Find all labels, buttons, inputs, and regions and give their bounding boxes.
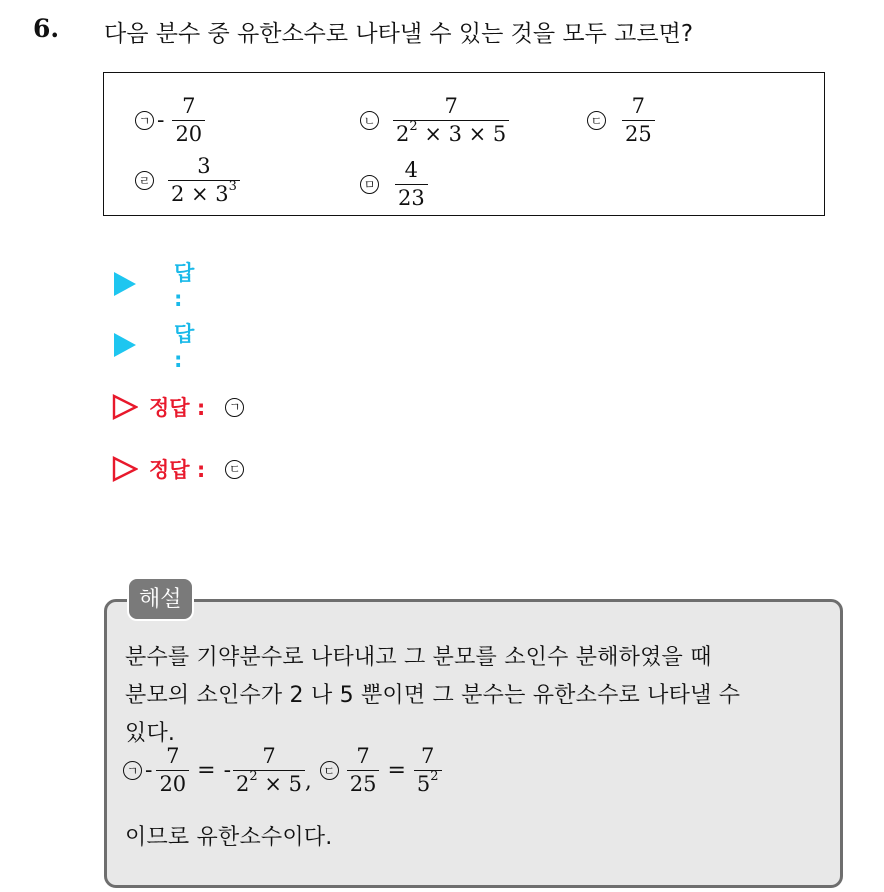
answer-row-2	[114, 322, 195, 372]
numerator: 7	[262, 744, 276, 768]
fraction	[233, 746, 305, 795]
denominator	[233, 770, 305, 795]
fraction	[414, 746, 442, 795]
denominator: 23	[395, 184, 428, 209]
numerator: 7	[182, 94, 196, 118]
outline-arrow-icon	[112, 456, 138, 482]
explanation-line-1: 분수를 기약분수로 나타내고 그 분모를 소인수 분해하였을 때	[125, 645, 712, 670]
choice-marker: ㅁ	[360, 175, 379, 194]
play-arrow-icon	[114, 333, 136, 357]
fraction	[168, 156, 240, 205]
denominator: 25	[622, 120, 655, 145]
correct-label: 정답 :	[149, 458, 206, 482]
question-number: 6.	[33, 14, 60, 43]
explanation-tag: 해설	[127, 577, 194, 621]
choice-b[interactable]	[360, 96, 509, 145]
outline-arrow-icon	[112, 394, 138, 420]
fraction	[622, 96, 655, 145]
den-exponent: 2	[409, 119, 418, 134]
minus-sign: -	[157, 108, 165, 133]
numerator: 7	[421, 744, 435, 768]
answer-label: 답 :	[174, 322, 195, 372]
correct-answer-value: ㄱ	[225, 398, 244, 417]
equals-sign: =	[197, 758, 216, 783]
den-rest: × 5	[264, 772, 303, 796]
fraction	[393, 96, 509, 145]
den-base: 2	[396, 122, 410, 146]
question-text: 다음 분수 중 유한소수로 나타낼 수 있는 것을 모두 고르면?	[104, 21, 694, 47]
choice-marker: ㄷ	[320, 761, 339, 780]
denominator: 25	[347, 770, 380, 795]
fraction	[156, 746, 189, 795]
choice-marker: ㄹ	[135, 171, 154, 190]
explanation-line-2: 분모의 소인수가 2 나 5 뿐이면 그 분수는 유한소수로 나타낼 수	[125, 683, 741, 708]
minus-sign: -	[223, 758, 232, 783]
choice-marker: ㄱ	[135, 111, 154, 130]
fraction	[172, 96, 205, 145]
den-base: 5	[416, 772, 431, 796]
den-rest: × 3 × 5	[424, 122, 507, 146]
den-exponent: 3	[228, 179, 237, 194]
correct-answer-value: ㄷ	[225, 460, 244, 479]
correct-label: 정답 :	[149, 396, 206, 420]
correct-answer-row-2	[112, 454, 244, 484]
choice-c[interactable]	[587, 96, 655, 145]
denominator: 20	[172, 120, 205, 145]
numerator: 7	[631, 94, 646, 118]
choice-marker: ㄱ	[123, 761, 142, 780]
choice-marker: ㄴ	[360, 111, 379, 130]
play-arrow-icon	[114, 272, 136, 296]
den-exponent: 2	[430, 769, 439, 784]
numerator: 4	[404, 158, 419, 182]
numerator: 3	[197, 154, 211, 178]
answer-label: 답 :	[174, 261, 195, 311]
numerator: 7	[356, 744, 370, 768]
denominator	[393, 120, 509, 145]
denominator: 20	[156, 770, 189, 795]
explanation-equation	[123, 746, 442, 795]
choice-a[interactable]	[135, 96, 205, 145]
den-pre: 2 × 3	[171, 182, 229, 206]
fraction	[395, 160, 428, 209]
choice-e[interactable]	[360, 160, 428, 209]
den-exponent: 2	[249, 769, 258, 784]
minus-sign: -	[145, 758, 153, 783]
choice-d[interactable]	[135, 156, 240, 205]
choice-marker: ㄷ	[587, 111, 606, 130]
explanation-conclusion: 이므로 유한소수이다.	[125, 825, 333, 850]
numerator: 7	[166, 744, 180, 768]
comma: ,	[305, 769, 312, 793]
den-base: 2	[236, 772, 250, 796]
numerator: 7	[444, 94, 458, 118]
answer-row-1	[114, 261, 195, 311]
denominator	[168, 180, 240, 205]
explanation-line-3: 있다.	[125, 721, 176, 746]
equals-sign: =	[387, 758, 406, 783]
denominator	[414, 770, 442, 795]
fraction	[347, 746, 380, 795]
correct-answer-row-1	[112, 392, 244, 422]
